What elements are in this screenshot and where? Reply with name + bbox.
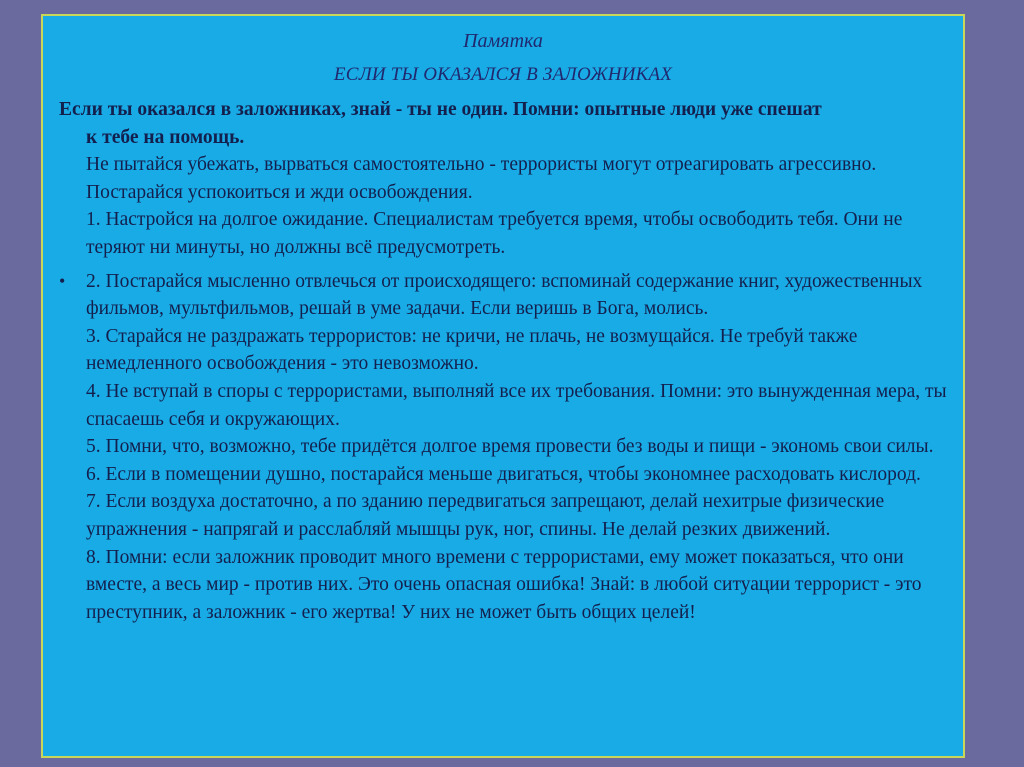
list-item-2: 2. Постарайся мысленно отвлечься от происходящего: вспоминай содержание книг, художественных фильмов, мультфильмов, решай в уме задачи. Если веришь в Бога, молись. [86, 270, 923, 320]
intro-text: Не пытайся убежать, вырваться самостоятельно - террористы могут отреагировать агрессивно. Постарайся успокоиться и жди освобождения. [86, 154, 877, 203]
bullet-icon: • [59, 270, 66, 291]
lead-line-2: к тебе на помощь. [86, 126, 245, 148]
list-item-6: 6. Если в помещении душно, постарайся меньше двигаться, чтобы экономнее расходовать кислород. [86, 463, 921, 485]
slide-subtitle: ЕСЛИ ТЫ ОКАЗАЛСЯ В ЗАЛОЖНИКАХ [333, 64, 673, 85]
bullet-list-block [59, 268, 959, 627]
content-panel [41, 14, 965, 758]
slide-title: Памятка [463, 30, 543, 52]
intro-block [59, 151, 959, 261]
list-item-1: 1. Настройся на долгое ожидание. Специалистам требуется время, чтобы освободить тебя. Они не теряют ни минуты, но должны всё предусмотреть. [86, 209, 903, 258]
lead-line-1: Если ты оказался в заложниках, знай - ты не один. Помни: опытные люди уже спешат [59, 99, 822, 120]
list-item-7: 7. Если воздуха достаточно, а по зданию передвигаться запрещают, делай нехитрые физические упражнения - напрягай и расслабляй мышцы рук, ног, спины. Не делай резких движений. [86, 491, 885, 540]
list-item-3: 3. Старайся не раздражать террористов: не кричи, не плачь, не возмущайся. Не требуй также немедленного освобождения - это невозможно. [86, 325, 858, 375]
list-item-8: 8. Помни: если заложник проводит много времени с террористами, ему может показаться, что они вместе, а весь мир - против них. Это очень опасная ошибка! Знай: в любой ситуации террорист - это преступник, а заложник - его жертва! У них не может быть общих целей! [86, 546, 922, 623]
list-item-4: 4. Не вступай в споры с террористами, выполняй все их требования. Помни: это вынужденная мера, ты спасаешь себя и окружающих. [86, 380, 947, 430]
list-item-5: 5. Помни, что, возможно, тебе придётся долгое время провести без воды и пищи - экономь свои силы. [86, 436, 934, 458]
memo-body [59, 96, 959, 626]
lead-paragraph [59, 96, 959, 151]
